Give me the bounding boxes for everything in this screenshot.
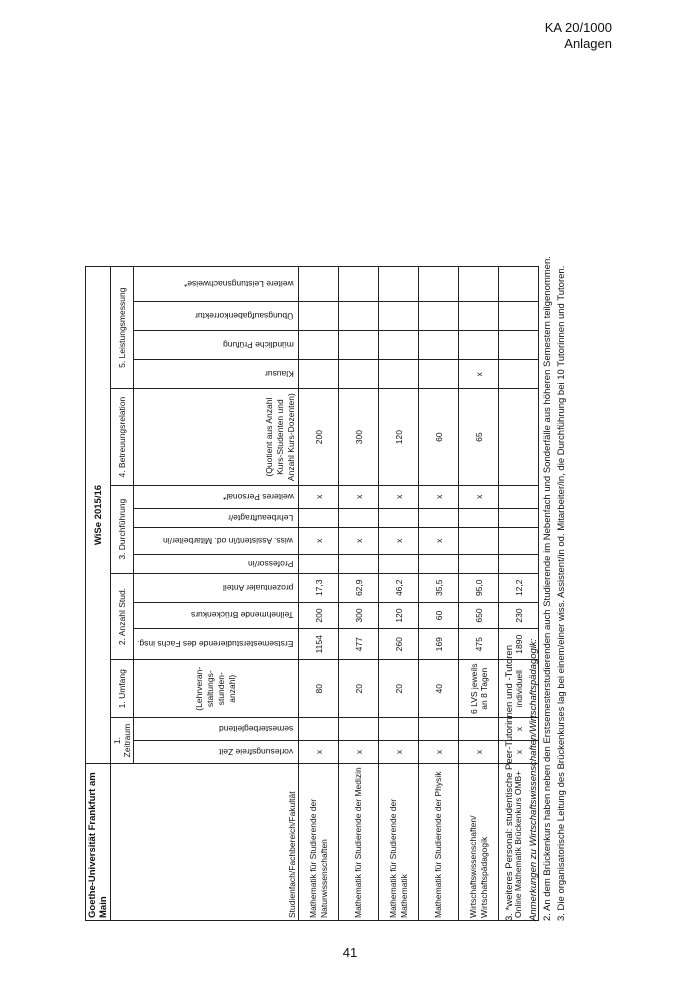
cell-assistent: x: [299, 527, 339, 554]
row-label: Mathematik für Studierende der Medizin: [339, 764, 379, 921]
col-umfang: (Lehrveran-staltungs-stunden-anzahl): [134, 660, 299, 718]
cell-professor: [339, 554, 379, 573]
cell-muendlich: [379, 330, 419, 359]
cell-semesterbegleitend: [379, 718, 419, 741]
cell-professor: [299, 554, 339, 573]
cell-prozentual: 62,9: [339, 573, 379, 602]
cell-semesterbegleitend: [339, 718, 379, 741]
cell-weiteres-personal: x: [459, 485, 499, 508]
cell-muendlich: [419, 330, 459, 359]
group-anzahl: 2. Anzahl Stud.: [111, 573, 134, 660]
group-leistung: 5. Leistungsmessung: [111, 267, 134, 389]
cell-weiteres-personal: x: [379, 485, 419, 508]
cell-teilnehmende: 120: [379, 602, 419, 628]
cell-erstsemester: 169: [419, 629, 459, 660]
cell-semesterbegleitend: [299, 718, 339, 741]
rotated-scan: [85, 146, 613, 921]
col-semesterbegleitend: semesterbegleitend: [134, 718, 299, 741]
col-betreuung: (Quotient aus Anzahl Kurs-Studenten und Anzahl Kurs-Dozenten): [134, 389, 299, 485]
cell-uebung: [339, 301, 379, 330]
cell-semesterbegleitend: [459, 718, 499, 741]
group-betreuung: 4. Betreuungsrelation: [111, 389, 134, 485]
cell-erstsemester: 1154: [299, 629, 339, 660]
col-uebung: Übungsaufgabenkorrektur: [134, 301, 299, 330]
table-row: [379, 267, 419, 921]
cell-weiteres-personal: x: [339, 485, 379, 508]
cell-assistent: x: [419, 527, 459, 554]
cell-vorlesungsfrei: x: [419, 741, 459, 764]
cell-uebung: [379, 301, 419, 330]
cell-semesterbegleitend: [419, 718, 459, 741]
cell-professor: [419, 554, 459, 573]
university-title: Goethe-Universität Frankfurt am Main: [86, 764, 111, 921]
row-label: Mathematik für Studierende der Physik: [419, 764, 459, 921]
cell-weitere-leistung: [419, 267, 459, 302]
remark-2: 2. An dem Brückenkurs haben neben den Erstsemesterstudierenden auch Studierende im Nebenfach und Sonderfälle aus höheren Semestern teilgenommen.: [542, 256, 553, 921]
col-erstsemester: Erstsemesterstudierende des Fachs insg.: [134, 629, 299, 660]
cell-umfang: 20: [379, 660, 419, 718]
cell-umfang: individuell: [499, 660, 539, 718]
group-umfang: 1. Umfang: [111, 660, 134, 718]
cell-klausur: [339, 360, 379, 389]
cell-teilnehmende: 300: [339, 602, 379, 628]
col-lehrbeauftragte: Lehrbeauftragte/r: [134, 508, 299, 527]
row-label: Mathematik für Studierende der Naturwissenschaften: [299, 764, 339, 921]
cell-weitere-leistung: [299, 267, 339, 302]
cell-prozentual: 12,2: [499, 573, 539, 602]
col-professor: Professor/in: [134, 554, 299, 573]
document-code: KA 20/1000: [544, 20, 612, 35]
col-weitere-leistung: weitere Leistungsnachweise*: [134, 267, 299, 302]
footnote: 3. *weiteres Personal: studentische Peer-Tutorinnen und -Tutoren: [504, 644, 515, 921]
col-weiteres-personal: weiteres Personal*: [134, 485, 299, 508]
cell-betreuung: 200: [299, 389, 339, 485]
cell-vorlesungsfrei: x: [339, 741, 379, 764]
cell-semesterbegleitend: x: [499, 718, 539, 741]
group-durchfuehrung: 3. Durchführung: [111, 485, 134, 573]
cell-assistent: [459, 527, 499, 554]
cell-erstsemester: 260: [379, 629, 419, 660]
row-label: Mathematik für Studierende der Mathematik: [379, 764, 419, 921]
cell-erstsemester: 475: [459, 629, 499, 660]
cell-vorlesungsfrei: x: [499, 741, 539, 764]
cell-teilnehmende: 230: [499, 602, 539, 628]
notes-block: [503, 146, 569, 921]
cell-teilnehmende: 200: [299, 602, 339, 628]
cell-professor: [459, 554, 499, 573]
table-row: [339, 267, 379, 921]
cell-erstsemester: 477: [339, 629, 379, 660]
cell-weitere-leistung: [459, 267, 499, 302]
cell-klausur: x: [459, 360, 499, 389]
col-klausur: Klausur: [134, 360, 299, 389]
table-row: [299, 267, 339, 921]
row-label-header: Studienfach/Fachbereich/Fakultät: [111, 764, 299, 921]
col-teilnehmende: Teilnehmende Brückenkurs: [134, 602, 299, 628]
cell-prozentual: 46,2: [379, 573, 419, 602]
cell-umfang: 6 LVS jeweils an 8 Tagen: [459, 660, 499, 718]
row-label: Online Mathematik Brückenkurs OMB+: [499, 764, 539, 921]
cell-professor: [379, 554, 419, 573]
cell-betreuung: 120: [379, 389, 419, 485]
cell-uebung: [459, 301, 499, 330]
cell-prozentual: 95,0: [459, 573, 499, 602]
cell-prozentual: 35,5: [419, 573, 459, 602]
cell-weitere-leistung: [379, 267, 419, 302]
cell-prozentual: 17,3: [299, 573, 339, 602]
cell-weitere-leistung: [339, 267, 379, 302]
col-assistent: wiss. Assistent/in od. Mitarbeiter/in: [134, 527, 299, 554]
page-number: 41: [342, 945, 358, 960]
col-prozentual: prozentualer Anteil: [134, 573, 299, 602]
col-vorlesungsfrei: vorlesungsfreie Zeit: [134, 741, 299, 764]
cell-assistent: x: [339, 527, 379, 554]
cell-teilnehmende: 60: [419, 602, 459, 628]
cell-muendlich: [299, 330, 339, 359]
cell-vorlesungsfrei: x: [379, 741, 419, 764]
cell-betreuung: 60: [419, 389, 459, 485]
cell-assistent: x: [379, 527, 419, 554]
cell-teilnehmende: 650: [459, 602, 499, 628]
cell-muendlich: [459, 330, 499, 359]
table-row: [419, 267, 459, 921]
group-zeitraum: 1. Zeitraum: [111, 718, 134, 764]
cell-klausur: [419, 360, 459, 389]
cell-muendlich: [339, 330, 379, 359]
cell-weiteres-personal: x: [299, 485, 339, 508]
col-muendlich: mündliche Prüfung: [134, 330, 299, 359]
row-label: Wirtschaftswissenschaften/ Wirtschaftspädagogik: [459, 764, 499, 921]
cell-umfang: 80: [299, 660, 339, 718]
remarks-title: Anmerkungen zu Wirtschaftswissenschaften/Wirtschaftspädagogik:: [528, 638, 539, 921]
cell-lehrbeauftragte: [299, 508, 339, 527]
cell-umfang: 20: [339, 660, 379, 718]
cell-lehrbeauftragte: [339, 508, 379, 527]
cell-lehrbeauftragte: [379, 508, 419, 527]
cell-vorlesungsfrei: x: [459, 741, 499, 764]
cell-vorlesungsfrei: x: [299, 741, 339, 764]
cell-klausur: [299, 360, 339, 389]
bridge-course-table: [85, 266, 539, 921]
table-row: [459, 267, 499, 921]
page-header: [545, 20, 612, 52]
remark-3: 3. Die organisatorische Leitung des Brückenkurses lag bei einem/einer wiss. Assistent/in od. Mitarbeiter/in, die Durchführung bei 10 Tutorinnen und Tutoren.: [556, 265, 567, 921]
cell-weiteres-personal: x: [419, 485, 459, 508]
cell-betreuung: 65: [459, 389, 499, 485]
cell-uebung: [419, 301, 459, 330]
cell-betreuung: 300: [339, 389, 379, 485]
section-label: Anlagen: [564, 36, 612, 51]
cell-lehrbeauftragte: [459, 508, 499, 527]
semester-label: WiSe 2015/16: [86, 267, 111, 764]
cell-umfang: 40: [419, 660, 459, 718]
cell-klausur: [379, 360, 419, 389]
cell-lehrbeauftragte: [419, 508, 459, 527]
cell-erstsemester: 1890: [499, 629, 539, 660]
cell-uebung: [299, 301, 339, 330]
rotated-content: [85, 146, 613, 921]
